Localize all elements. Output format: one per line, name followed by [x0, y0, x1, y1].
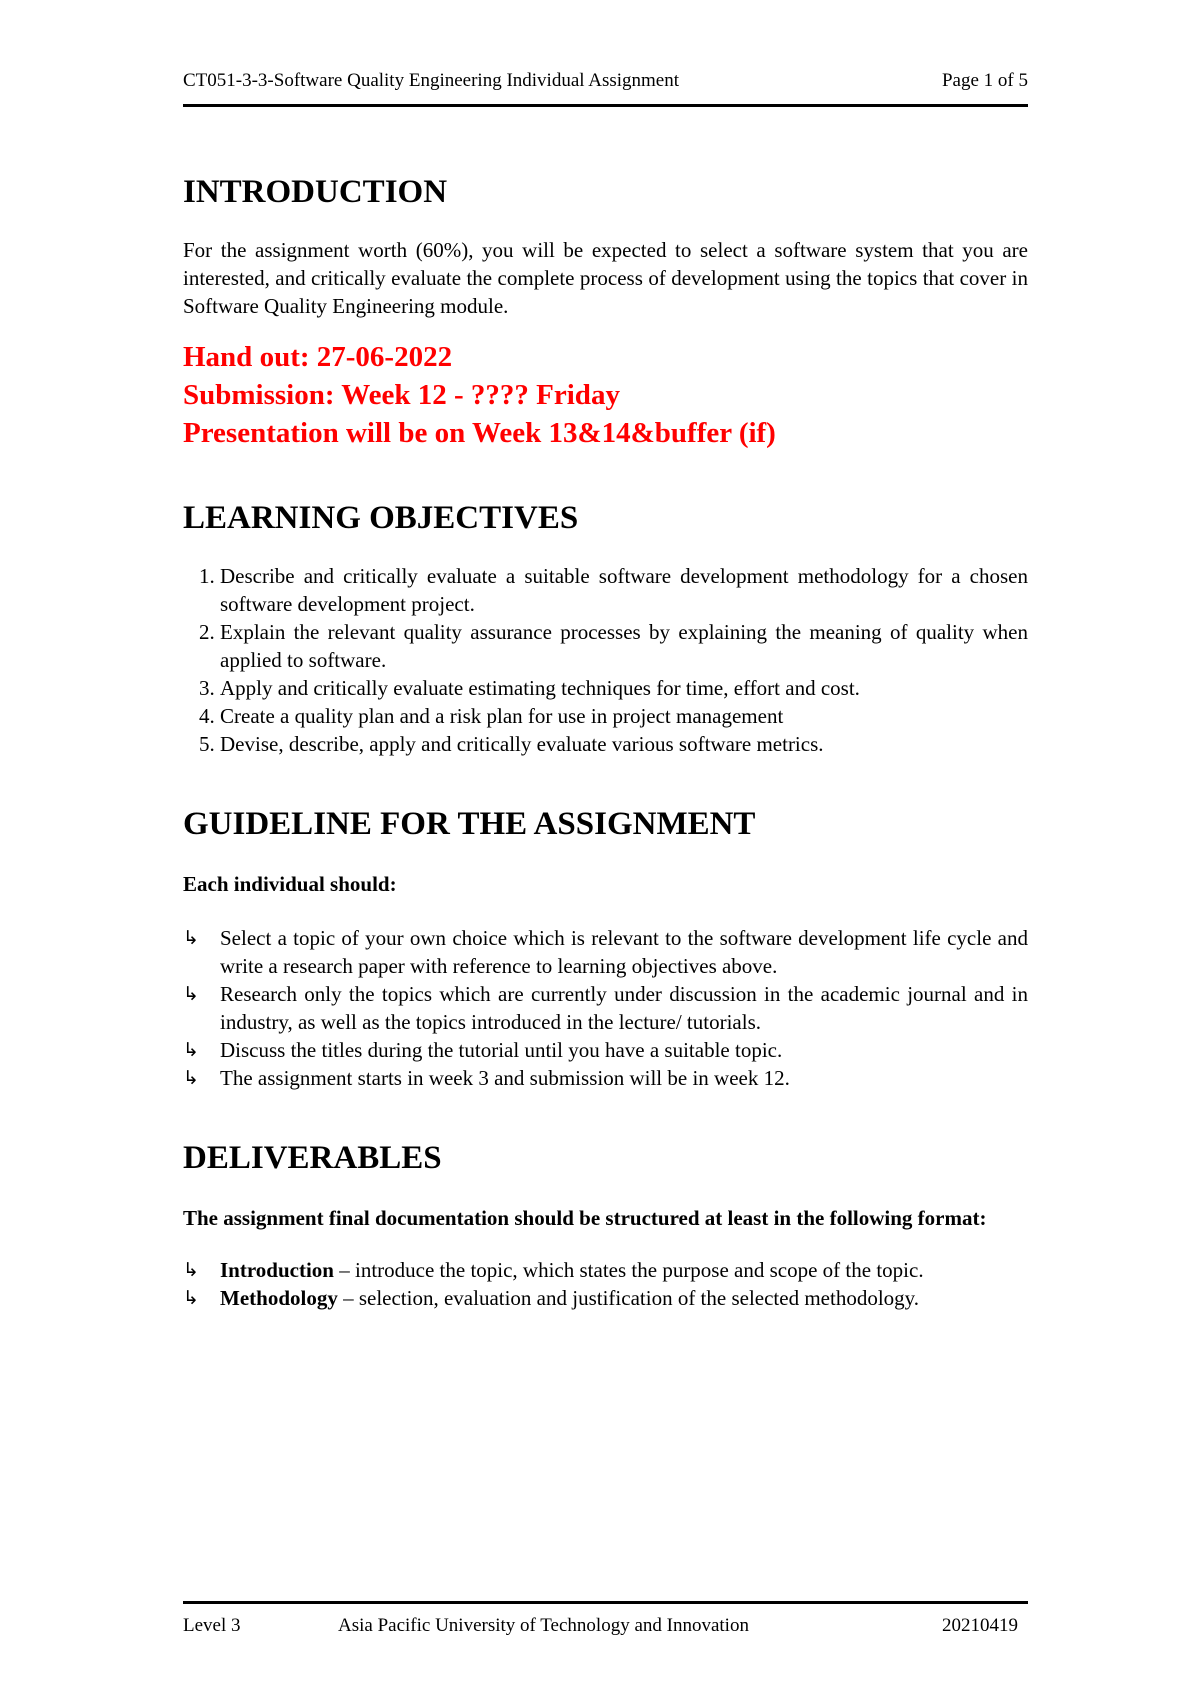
arrow-bullet-icon: ↳	[183, 1287, 199, 1309]
learning-objectives-list	[183, 562, 1028, 758]
header-rule	[183, 104, 1028, 107]
learning-objectives-heading: LEARNING OBJECTIVES	[183, 500, 579, 536]
deliverable-item	[183, 1284, 1028, 1312]
objective-item: 5. Devise, describe, apply and critically evaluate various software metrics.	[220, 730, 1028, 758]
guideline-item	[183, 924, 1028, 980]
guideline-item	[183, 1064, 1028, 1092]
footer-level: Level 3	[183, 1615, 241, 1636]
objective-item: 2. Explain the relevant quality assurance processes by explaining the meaning of quality when applied to software.	[220, 618, 1028, 674]
arrow-bullet-icon: ↳	[183, 1259, 199, 1281]
guideline-item-text: Discuss the titles during the tutorial until you have a suitable topic.	[220, 1038, 783, 1062]
footer-rule	[183, 1601, 1028, 1604]
page-header	[183, 70, 1028, 92]
guideline-item-text: The assignment starts in week 3 and submission will be in week 12.	[220, 1066, 790, 1090]
deliverable-separator: –	[337, 1286, 359, 1310]
presentation-date: Presentation will be on Week 13&14&buffer (if)	[183, 417, 776, 449]
key-dates-block	[183, 338, 1028, 452]
introduction-heading: INTRODUCTION	[183, 174, 448, 210]
page-number: Page 1 of 5	[941, 70, 1028, 91]
objective-item: 1. Describe and critically evaluate a suitable software development methodology for a chosen software development project.	[220, 562, 1028, 618]
guideline-item	[183, 1036, 1028, 1064]
objective-item: 4. Create a quality plan and a risk plan for use in project management	[220, 702, 1028, 730]
arrow-bullet-icon: ↳	[183, 1039, 199, 1061]
arrow-bullet-icon: ↳	[183, 983, 199, 1005]
footer-code: 20210419	[942, 1615, 1018, 1636]
document-body	[183, 168, 1028, 1312]
footer-institution: Asia Pacific University of Technology and Innovation	[338, 1615, 749, 1636]
submission-date: Submission: Week 12 - ???? Friday	[183, 379, 620, 411]
guideline-heading: GUIDELINE FOR THE ASSIGNMENT	[183, 806, 756, 842]
guideline-list	[183, 924, 1028, 1092]
objective-item: 3. Apply and critically evaluate estimating techniques for time, effort and cost.	[220, 674, 1028, 702]
guideline-item-text: Select a topic of your own choice which is relevant to the software development life cycle and write a research paper with reference to learning objectives above.	[220, 926, 1028, 978]
deliverable-term: Introduction	[220, 1258, 334, 1282]
deliverable-desc: introduce the topic, which states the purpose and scope of the topic.	[354, 1258, 924, 1282]
introduction-paragraph: For the assignment worth (60%), you will be expected to select a software system that you are interested, and critically evaluate the complete process of development using the topics that cover in Software Quality Engineering module.	[183, 238, 1028, 318]
arrow-bullet-icon: ↳	[183, 1067, 199, 1089]
header-title: CT051-3-3-Software Quality Engineering Individual Assignment	[183, 70, 680, 91]
guideline-subheading: Each individual should:	[183, 872, 397, 896]
deliverable-term: Methodology	[220, 1286, 338, 1310]
deliverable-separator: –	[333, 1258, 355, 1282]
deliverable-desc: selection, evaluation and justification of the selected methodology.	[358, 1286, 920, 1310]
guideline-item	[183, 980, 1028, 1036]
hand-out-date: Hand out: 27-06-2022	[183, 341, 453, 373]
deliverable-item	[183, 1256, 1028, 1284]
arrow-bullet-icon: ↳	[183, 927, 199, 949]
deliverables-heading: DELIVERABLES	[183, 1140, 442, 1176]
deliverables-list	[183, 1256, 1028, 1312]
guideline-item-text: Research only the topics which are currently under discussion in the academic journal and in industry, as well as the topics introduced in the lecture/ tutorials.	[220, 982, 1028, 1034]
deliverables-subheading: The assignment final documentation should be structured at least in the following format:	[183, 1206, 987, 1230]
